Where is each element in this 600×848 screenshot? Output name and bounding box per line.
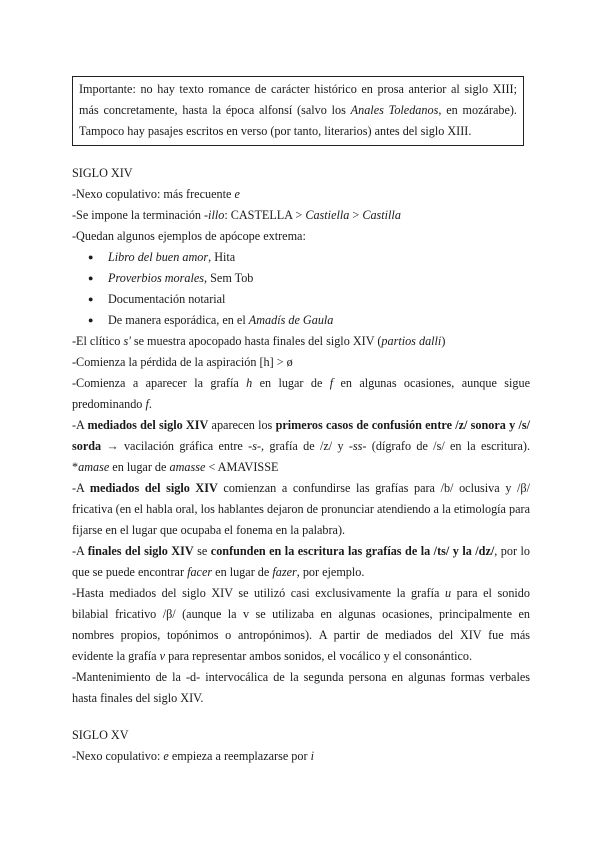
nexo-xv: -Nexo copulativo: e empieza a reemplazarse por i	[72, 749, 314, 763]
clitico-line: -El clítico s' se muestra apocopado hasta finales del siglo XIV (partios dalli)	[72, 334, 446, 348]
nexo-xiv: -Nexo copulativo: más frecuente e	[72, 187, 240, 201]
list-item: ● De manera esporádica, en el Amadís de Gaula	[72, 310, 530, 331]
list-item: ● Documentación notarial	[72, 289, 530, 310]
section-siglo-xv	[72, 725, 530, 767]
mantenimiento-paragraph: -Mantenimiento de la -d- intervocálica de la segunda persona en algunas formas verbales hasta finales del siglo XIV.	[72, 670, 530, 705]
apocope-line: -Quedan algunos ejemplos de apócope extrema:	[72, 229, 306, 243]
grafia-u-paragraph: -Hasta mediados del siglo XIV se utilizó casi exclusivamente la grafía u para el sonido bilabial fricativo /β/ (aunque la v se utilizaba en algunas ocasiones, principalmente en nombres propios, topónimos o antropónimos). A partir de mediados del XIV fue más evidente la grafía v para representar ambos sonidos, el vocálico y el consonántico.	[72, 586, 530, 663]
oclusiva-paragraph: -A mediados del siglo XIV comienzan a confundirse las grafías para /b/ oclusiva y /β/ fricativa (en el habla oral, los hablantes dejaron de pronunciar atendiendo a la etimología para fijarse en el lugar que ocupaba el fonema en la palabra).	[72, 481, 531, 537]
apocope-list	[72, 247, 530, 331]
section-siglo-xiv	[72, 163, 530, 709]
list-item: ● Libro del buen amor, Hita	[72, 247, 530, 268]
notice-text: Importante: no hay texto romance de carácter histórico en prosa anterior al siglo XIII; más concretamente, hasta la época alfonsí (salvo los Anales Toledanos, en mozárabe). Tampoco hay pasajes escritos en verso (por tanto, literarios) antes del siglo XIII.	[79, 82, 517, 138]
section-heading-xiv: SIGLO XIV	[72, 166, 133, 180]
finales-paragraph: -A finales del siglo XIV se confunden en la escritura las grafías de la /ts/ y la /dz/, por lo que se puede encontrar facer en lugar de fazer, por ejemplo.	[72, 544, 531, 579]
grafia-h-paragraph: -Comienza a aparecer la grafía h en lugar de f en algunas ocasiones, aunque sigue predominando f.	[72, 376, 530, 411]
sorda-paragraph: -A mediados del siglo XIV aparecen los primeros casos de confusión entre /z/ sonora y /s/ sorda → vacilación gráfica entre -s-, grafía de /z/ y -ss- (dígrafo de /s/ en la escritura). *amase en lugar de amasse < AMAVISSE	[72, 418, 531, 474]
section-heading-xv: SIGLO XV	[72, 728, 129, 742]
list-item: ● Proverbios morales, Sem Tob	[72, 268, 530, 289]
notice-box	[72, 76, 524, 146]
illo-line: -Se impone la terminación -illo: CASTELLA > Castiella > Castilla	[72, 208, 401, 222]
aspiracion-line: -Comienza la pérdida de la aspiración [h] > ø	[72, 355, 293, 369]
